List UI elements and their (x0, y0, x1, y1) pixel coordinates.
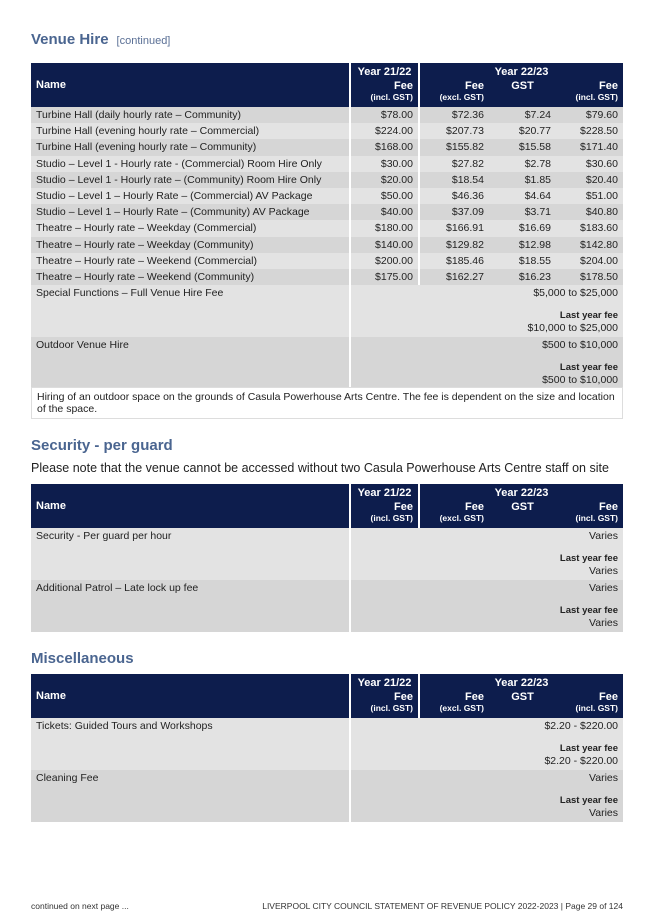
col-gst-y2: GST (489, 689, 556, 718)
row-gst: $16.69 (489, 220, 556, 236)
col-gst-y2: GST (489, 78, 556, 107)
row-fee-y1: $224.00 (351, 123, 420, 139)
col-name-header: Name (31, 63, 351, 107)
security-note: Please note that the venue cannot be accessed without two Casula Powerhouse Arts Centre staff on site (31, 461, 609, 475)
table-row (31, 237, 623, 253)
tickets-fee: $2.20 - $220.00 Last year fee $2.20 - $220.00 (351, 718, 623, 770)
row-name: Theatre – Hourly rate – Weekday (Commercial) (31, 220, 351, 236)
cleaning-fee-value: Varies Last year fee Varies (351, 770, 623, 822)
row-fee-excl: $18.54 (420, 172, 489, 188)
row-fee-excl: $129.82 (420, 237, 489, 253)
row-fee-y1: $200.00 (351, 253, 420, 269)
table-row (31, 220, 623, 236)
row-gst: $3.71 (489, 204, 556, 220)
row-fee-excl: $162.27 (420, 269, 489, 285)
table-row (31, 123, 623, 139)
row-gst: $20.77 (489, 123, 556, 139)
col-name-header: Name (31, 484, 351, 528)
row-fee-incl: $20.40 (556, 172, 623, 188)
row-name: Theatre – Hourly rate – Weekend (Community) (31, 269, 351, 285)
continued-label: [continued] (116, 35, 171, 47)
security-guard-name: Security - Per guard per hour (31, 528, 351, 580)
table-row (31, 269, 623, 285)
row-fee-incl: $79.60 (556, 107, 623, 123)
row-fee-excl: $27.82 (420, 156, 489, 172)
row-fee-incl: $51.00 (556, 188, 623, 204)
row-fee-excl: $207.73 (420, 123, 489, 139)
tickets-name: Tickets: Guided Tours and Workshops (31, 718, 351, 770)
col-year2-header: Year 22/23 (420, 674, 623, 689)
row-gst: $4.64 (489, 188, 556, 204)
row-fee-excl: $155.82 (420, 139, 489, 155)
table-row (31, 139, 623, 155)
misc-title: Miscellaneous (31, 650, 134, 667)
footer-page-info: LIVERPOOL CITY COUNCIL STATEMENT OF REVENUE POLICY 2022-2023 | Page 29 of 124 (262, 901, 623, 911)
security-guard-fee: Varies Last year fee Varies (351, 528, 623, 580)
venue-hire-title (31, 31, 170, 48)
row-fee-incl: $142.80 (556, 237, 623, 253)
special-functions-name: Special Functions – Full Venue Hire Fee (31, 285, 351, 337)
col-fee-incl-y1: Fee (incl. GST) (351, 499, 420, 528)
row-gst: $15.58 (489, 139, 556, 155)
col-year1-header: Year 21/22 (351, 674, 420, 689)
row-fee-incl: $40.80 (556, 204, 623, 220)
row-gst: $7.24 (489, 107, 556, 123)
row-name: Studio – Level 1 – Hourly Rate – (Community) AV Package (31, 204, 351, 220)
security-table (31, 484, 623, 632)
col-fee-incl-y2: Fee (incl. GST) (556, 499, 623, 528)
row-fee-y1: $175.00 (351, 269, 420, 285)
table-row (31, 253, 623, 269)
row-name: Studio – Level 1 - Hourly rate - (Commercial) Room Hire Only (31, 156, 351, 172)
additional-patrol-fee: Varies Last year fee Varies (351, 580, 623, 632)
misc-table (31, 674, 623, 822)
row-fee-incl: $30.60 (556, 156, 623, 172)
row-fee-y1: $78.00 (351, 107, 420, 123)
table-row (31, 718, 623, 770)
row-gst: $16.23 (489, 269, 556, 285)
row-fee-y1: $168.00 (351, 139, 420, 155)
row-fee-excl: $166.91 (420, 220, 489, 236)
row-fee-excl: $46.36 (420, 188, 489, 204)
table-row (31, 770, 623, 822)
col-year1-header: Year 21/22 (351, 63, 420, 78)
row-fee-incl: $178.50 (556, 269, 623, 285)
row-fee-incl: $204.00 (556, 253, 623, 269)
row-name: Turbine Hall (daily hourly rate – Community) (31, 107, 351, 123)
row-gst: $12.98 (489, 237, 556, 253)
outdoor-venue-fee: $500 to $10,000 Last year fee $500 to $10,000 (351, 337, 623, 389)
table-row (31, 580, 623, 632)
row-fee-y1: $180.00 (351, 220, 420, 236)
special-functions-fee: $5,000 to $25,000 Last year fee $10,000 to $25,000 (351, 285, 623, 337)
row-name: Studio – Level 1 - Hourly rate – (Community) Room Hire Only (31, 172, 351, 188)
table-row (31, 204, 623, 220)
row-fee-excl: $72.36 (420, 107, 489, 123)
table-row (31, 172, 623, 188)
row-gst: $18.55 (489, 253, 556, 269)
col-fee-excl-y2: Fee (excl. GST) (420, 689, 489, 718)
row-fee-incl: $183.60 (556, 220, 623, 236)
col-year2-header: Year 22/23 (420, 484, 623, 499)
col-name-header: Name (31, 674, 351, 718)
row-name: Studio – Level 1 – Hourly Rate – (Commercial) AV Package (31, 188, 351, 204)
security-title: Security - per guard (31, 437, 173, 454)
col-fee-incl-y1: Fee (incl. GST) (351, 689, 420, 718)
row-name: Theatre – Hourly rate – Weekend (Commercial) (31, 253, 351, 269)
col-fee-excl-y2: Fee (excl. GST) (420, 78, 489, 107)
table-row (31, 188, 623, 204)
col-fee-incl-y2: Fee (incl. GST) (556, 689, 623, 718)
venue-hire-heading: Venue Hire (31, 31, 109, 48)
outdoor-venue-description: Hiring of an outdoor space on the grounds of Casula Powerhouse Arts Centre. The fee is dependent on the size and location of the space. (31, 387, 623, 419)
row-fee-incl: $228.50 (556, 123, 623, 139)
row-name: Turbine Hall (evening hourly rate – Community) (31, 139, 351, 155)
col-fee-incl-y1: Fee (incl. GST) (351, 78, 420, 107)
cleaning-fee-name: Cleaning Fee (31, 770, 351, 822)
col-fee-incl-y2: Fee (incl. GST) (556, 78, 623, 107)
col-gst-y2: GST (489, 499, 556, 528)
row-fee-y1: $30.00 (351, 156, 420, 172)
row-fee-y1: $20.00 (351, 172, 420, 188)
venue-hire-table (31, 63, 623, 389)
row-gst: $1.85 (489, 172, 556, 188)
col-fee-excl-y2: Fee (excl. GST) (420, 499, 489, 528)
row-fee-y1: $40.00 (351, 204, 420, 220)
col-year1-header: Year 21/22 (351, 484, 420, 499)
row-fee-incl: $171.40 (556, 139, 623, 155)
table-row (31, 156, 623, 172)
table-row (31, 107, 623, 123)
row-fee-excl: $185.46 (420, 253, 489, 269)
row-fee-y1: $140.00 (351, 237, 420, 253)
row-fee-excl: $37.09 (420, 204, 489, 220)
footer-continued: continued on next page ... (31, 901, 129, 911)
row-name: Theatre – Hourly rate – Weekday (Community) (31, 237, 351, 253)
col-year2-header: Year 22/23 (420, 63, 623, 78)
row-gst: $2.78 (489, 156, 556, 172)
row-fee-y1: $50.00 (351, 188, 420, 204)
additional-patrol-name: Additional Patrol – Late lock up fee (31, 580, 351, 632)
outdoor-venue-name: Outdoor Venue Hire (31, 337, 351, 389)
table-row (31, 528, 623, 580)
row-name: Turbine Hall (evening hourly rate – Commercial) (31, 123, 351, 139)
